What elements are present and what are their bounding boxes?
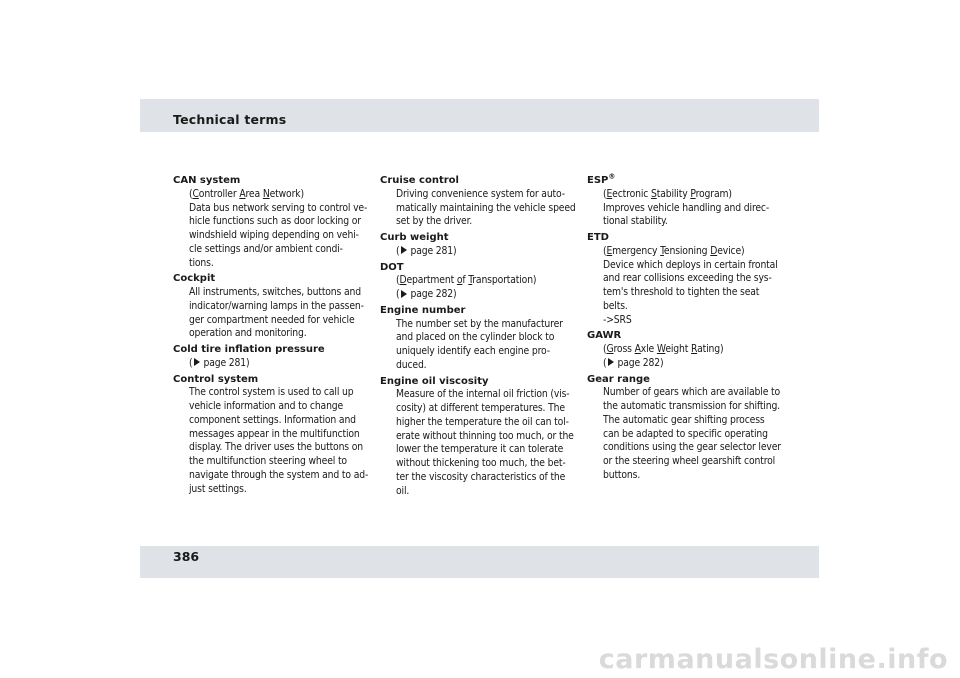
definition-line: cosity) at different temperatures. The bbox=[396, 402, 565, 414]
definition-line: Improves vehicle handling and direc- bbox=[603, 201, 770, 214]
glossary-column-2 bbox=[380, 174, 582, 500]
header-band bbox=[140, 99, 819, 132]
definition-line: oil. bbox=[396, 484, 410, 497]
definition-line: ger compartment needed for vehicle bbox=[189, 313, 355, 326]
definition bbox=[380, 188, 582, 229]
definition-line: just settings. bbox=[189, 482, 247, 495]
definition bbox=[380, 318, 582, 373]
term: ETD bbox=[587, 232, 609, 243]
definition-line: buttons. bbox=[603, 468, 641, 481]
definition-line: The control system is used to call up bbox=[189, 386, 354, 399]
definition bbox=[173, 188, 373, 271]
definition-line: tional stability. bbox=[603, 215, 668, 228]
glossary-column-1 bbox=[173, 174, 373, 498]
glossary-entry-cold-tire-inflation-pressure bbox=[173, 343, 373, 371]
definition-line: navigate through the system and to ad- bbox=[189, 468, 369, 481]
definition bbox=[173, 357, 373, 371]
definition-line: display. The driver uses the buttons on bbox=[189, 441, 363, 454]
definition-line: Data bus network serving to control ve- bbox=[189, 201, 368, 214]
glossary-entry-gear-range bbox=[587, 373, 783, 483]
term: DOT bbox=[380, 261, 404, 273]
definition-line: tem's threshold to tighten the seat bbox=[603, 286, 760, 298]
definition-line: Device which deploys in certain frontal bbox=[603, 258, 778, 271]
footer-band bbox=[140, 546, 819, 578]
definition-line: Number of gears which are available to bbox=[603, 386, 781, 399]
definition bbox=[380, 245, 582, 259]
definition bbox=[173, 386, 373, 496]
definition-line: (Department of Transportation) bbox=[396, 274, 537, 287]
definition-line: without thickening too much, the bet- bbox=[396, 457, 566, 469]
glossary-entry-gawr bbox=[587, 329, 783, 370]
definition-line: higher the temperature the oil can tol- bbox=[396, 415, 569, 428]
definition-line: and placed on the cylinder block to bbox=[396, 331, 555, 344]
definition bbox=[587, 245, 783, 328]
glossary-column-3 bbox=[587, 174, 783, 485]
definition-line: Driving convenience system for auto- bbox=[396, 187, 565, 200]
definition-line: set by the driver. bbox=[396, 215, 473, 228]
definition-line: the multifunction steering wheel to bbox=[189, 455, 347, 467]
definition bbox=[587, 188, 783, 229]
definition-line: (Controller Area Network) bbox=[189, 187, 304, 200]
definition bbox=[587, 386, 783, 482]
page-title: Technical terms bbox=[173, 112, 287, 127]
registered-mark: ® bbox=[608, 172, 616, 181]
definition-line: conditions using the gear selector lever bbox=[603, 441, 781, 454]
glossary-entry-curb-weight bbox=[380, 231, 582, 259]
glossary-entry-dot bbox=[380, 261, 582, 302]
page-reference-link[interactable]: ( page 281) bbox=[396, 244, 457, 257]
definition-line: belts. bbox=[603, 299, 628, 312]
term: Cockpit bbox=[173, 273, 216, 285]
definition-line: messages appear in the multifunction bbox=[189, 427, 360, 440]
page-number: 386 bbox=[173, 549, 200, 564]
definition-line: uniquely identify each engine pro- bbox=[396, 345, 550, 357]
term: GAWR bbox=[587, 330, 622, 342]
definition-line: can be adapted to specific operating bbox=[603, 427, 768, 440]
glossary-entry-engine-number bbox=[380, 304, 582, 373]
arrow-right-icon bbox=[401, 246, 407, 254]
definition bbox=[380, 274, 582, 302]
glossary-entry-etd bbox=[587, 231, 783, 327]
cross-reference-link[interactable]: ->SRS bbox=[603, 313, 632, 326]
definition-line: tions. bbox=[189, 256, 214, 269]
definition bbox=[173, 286, 373, 341]
glossary-entry-esp bbox=[587, 174, 783, 229]
definition-line: the automatic transmission for shifting. bbox=[603, 400, 780, 412]
definition-line: The automatic gear shifting process bbox=[603, 413, 765, 426]
definition-line: vehicle information and to change bbox=[189, 400, 344, 412]
term: Engine oil viscosity bbox=[380, 375, 489, 387]
definition-line: lower the temperature it can tolerate bbox=[396, 443, 564, 456]
glossary-entry-engine-oil-viscosity bbox=[380, 375, 582, 499]
term: Engine number bbox=[380, 304, 466, 316]
term: Control system bbox=[173, 373, 259, 385]
definition-line: (Emergency Tensioning Device) bbox=[603, 244, 745, 257]
definition-line: component settings. Information and bbox=[189, 413, 356, 426]
definition bbox=[587, 343, 783, 371]
term: Cold tire inflation pressure bbox=[173, 344, 325, 355]
term: CAN system bbox=[173, 175, 241, 186]
term: ESP® bbox=[587, 172, 616, 186]
definition-line: and rear collisions exceeding the sys- bbox=[603, 272, 772, 285]
definition-line: All instruments, switches, buttons and bbox=[189, 286, 361, 298]
page-reference-link[interactable]: ( page 282) bbox=[396, 288, 457, 300]
definition-line: or the steering wheel gearshift control bbox=[603, 455, 776, 467]
term: Gear range bbox=[587, 373, 650, 385]
page-reference-link[interactable]: ( page 282) bbox=[603, 356, 664, 369]
definition-line: The number set by the manufacturer bbox=[396, 317, 563, 330]
definition bbox=[380, 388, 582, 498]
glossary-entry-can-system bbox=[173, 174, 373, 270]
term: Curb weight bbox=[380, 232, 449, 243]
definition-line: erate without thinning too much, or the bbox=[396, 429, 574, 442]
definition-line: (Eectronic Stability Program) bbox=[603, 187, 732, 200]
definition-line: matically maintaining the vehicle speed bbox=[396, 201, 576, 214]
definition-line: Measure of the internal oil friction (vis- bbox=[396, 388, 570, 401]
definition-line: windshield wiping depending on vehi- bbox=[189, 229, 359, 241]
definition-line: operation and monitoring. bbox=[189, 327, 307, 340]
definition-line: cle settings and/or ambient condi- bbox=[189, 242, 343, 255]
page-reference-link[interactable]: ( page 281) bbox=[189, 356, 250, 369]
arrow-right-icon bbox=[608, 358, 614, 366]
definition-line: (Gross Axle Weight Rating) bbox=[603, 343, 724, 355]
glossary-entry-control-system bbox=[173, 373, 373, 497]
glossary-entry-cruise-control bbox=[380, 174, 582, 229]
definition-line: ter the viscosity characteristics of the bbox=[396, 470, 566, 483]
term: Cruise control bbox=[380, 175, 459, 186]
definition-line: hicle functions such as door locking or bbox=[189, 215, 361, 228]
arrow-right-icon bbox=[194, 358, 200, 366]
glossary-entry-cockpit bbox=[173, 272, 373, 341]
arrow-right-icon bbox=[401, 290, 407, 298]
definition-line: duced. bbox=[396, 358, 427, 371]
definition-line: indicator/warning lamps in the passen- bbox=[189, 299, 364, 312]
watermark: carmanualsonline.info bbox=[598, 644, 948, 675]
